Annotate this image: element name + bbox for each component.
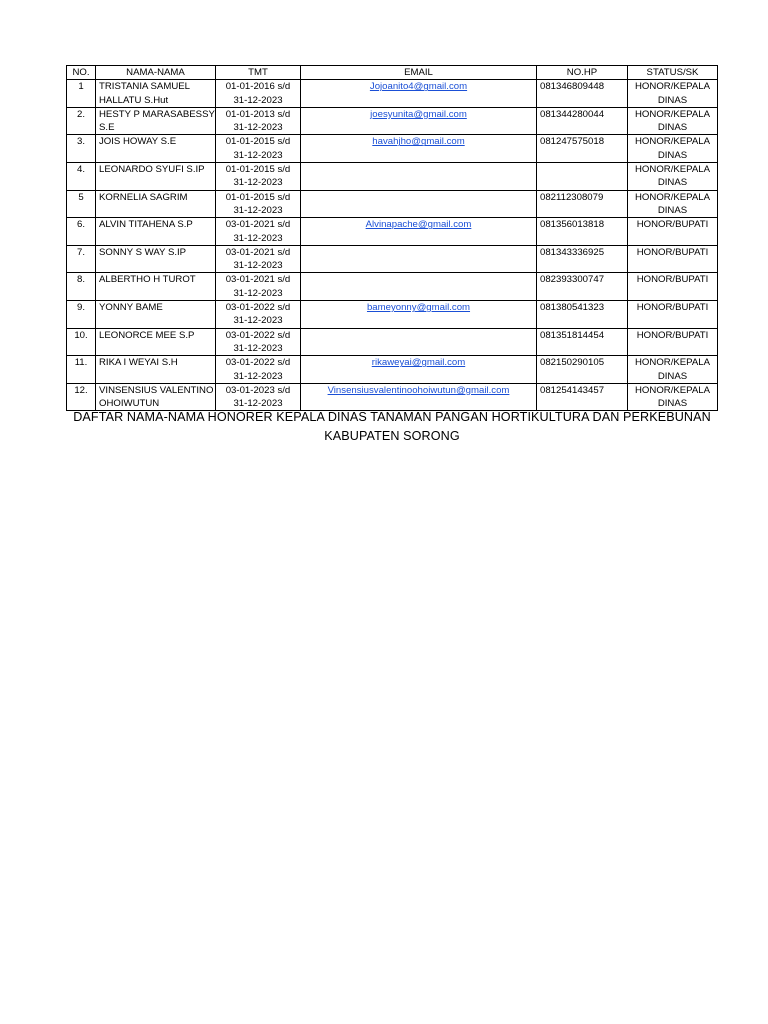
name-line-1: ALVIN TITAHENA S.P bbox=[99, 219, 193, 231]
status-line-1: HONOR/BUPATI bbox=[636, 274, 709, 286]
table-row bbox=[67, 80, 718, 108]
email-cell bbox=[301, 135, 537, 163]
table-row bbox=[67, 107, 718, 135]
row-number-cell bbox=[67, 190, 96, 218]
status-line-2: DINAS bbox=[657, 122, 688, 134]
table-row bbox=[67, 218, 718, 246]
row-number: 3. bbox=[76, 136, 85, 148]
name-line-2: OHOIWUTUN bbox=[99, 398, 160, 410]
header-no: NO. bbox=[67, 66, 96, 80]
phone-cell bbox=[537, 245, 628, 273]
email-cell bbox=[301, 80, 537, 108]
row-number-cell bbox=[67, 383, 96, 411]
name-line-1: KORNELIA SAGRIM bbox=[99, 191, 188, 203]
email-cell bbox=[301, 245, 537, 273]
phone-cell bbox=[537, 301, 628, 329]
tmt-cell bbox=[216, 190, 301, 218]
name-cell bbox=[96, 163, 216, 191]
tmt-end: 31-12-2023 bbox=[233, 122, 283, 134]
phone-number: 082150290105 bbox=[540, 357, 605, 369]
tmt-end: 31-12-2023 bbox=[233, 260, 283, 272]
status-cell bbox=[628, 301, 718, 329]
row-number: 12. bbox=[74, 384, 88, 396]
email-link[interactable]: joesyunita@gmail.com bbox=[370, 108, 467, 120]
phone-number: 081380541323 bbox=[540, 302, 605, 314]
name-line-2: HALLATU S.Hut bbox=[99, 94, 169, 106]
table-row bbox=[67, 163, 718, 191]
header-phone: NO.HP bbox=[537, 66, 628, 80]
tmt-start: 03-01-2022 s/d bbox=[225, 357, 291, 369]
row-number: 1 bbox=[78, 81, 84, 93]
name-line-2: S.E bbox=[99, 122, 115, 134]
status-line-1: HONOR/KEPALA bbox=[635, 384, 710, 396]
status-line-1: HONOR/KEPALA bbox=[635, 191, 710, 203]
row-number-cell bbox=[67, 135, 96, 163]
name-cell bbox=[96, 245, 216, 273]
name-line-1: SONNY S WAY S.IP bbox=[99, 246, 187, 258]
status-line-1: HONOR/KEPALA bbox=[635, 357, 710, 369]
status-cell bbox=[628, 356, 718, 384]
name-line-1: ALBERTHO H TUROT bbox=[99, 274, 196, 286]
honorer-table bbox=[66, 65, 718, 411]
name-line-1: JOIS HOWAY S.E bbox=[99, 136, 177, 148]
row-number: 8. bbox=[76, 274, 85, 286]
tmt-cell bbox=[216, 383, 301, 411]
name-cell bbox=[96, 328, 216, 356]
row-number-cell bbox=[67, 273, 96, 301]
phone-number: 082112308079 bbox=[540, 191, 604, 203]
email-cell bbox=[301, 273, 537, 301]
tmt-end: 31-12-2023 bbox=[233, 204, 283, 216]
tmt-cell bbox=[216, 356, 301, 384]
status-cell bbox=[628, 107, 718, 135]
name-line-1: LEONORCE MEE S.P bbox=[99, 329, 195, 341]
row-number: 9. bbox=[76, 302, 85, 314]
email-cell bbox=[301, 218, 537, 246]
tmt-end: 31-12-2023 bbox=[233, 94, 283, 106]
tmt-start: 03-01-2021 s/d bbox=[225, 219, 291, 231]
phone-number: 082393300747 bbox=[540, 274, 605, 286]
tmt-end: 31-12-2023 bbox=[233, 342, 283, 354]
email-cell bbox=[301, 163, 537, 191]
status-cell bbox=[628, 245, 718, 273]
tmt-end: 31-12-2023 bbox=[233, 315, 283, 327]
email-link[interactable]: rikaweyai@gmail.com bbox=[371, 357, 466, 369]
row-number: 6. bbox=[76, 219, 85, 231]
row-number-cell bbox=[67, 107, 96, 135]
header-email: EMAIL bbox=[301, 66, 537, 80]
status-line-1: HONOR/KEPALA bbox=[635, 164, 710, 176]
table-row bbox=[67, 301, 718, 329]
status-line-2: DINAS bbox=[657, 204, 688, 216]
name-cell bbox=[96, 383, 216, 411]
header-name: NAMA-NAMA bbox=[96, 66, 216, 80]
tmt-start: 03-01-2022 s/d bbox=[225, 329, 291, 341]
name-line-1: VINSENSIUS VALENTINO bbox=[99, 384, 214, 396]
tmt-start: 03-01-2023 s/d bbox=[225, 384, 291, 396]
table-body bbox=[67, 80, 718, 411]
row-number: 4. bbox=[76, 164, 85, 176]
tmt-end: 31-12-2023 bbox=[233, 398, 283, 410]
status-line-2: DINAS bbox=[657, 177, 688, 189]
email-cell bbox=[301, 301, 537, 329]
table-row bbox=[67, 190, 718, 218]
row-number-cell bbox=[67, 356, 96, 384]
tmt-start: 03-01-2021 s/d bbox=[225, 246, 291, 258]
tmt-end: 31-12-2023 bbox=[233, 177, 283, 189]
status-cell bbox=[628, 273, 718, 301]
phone-number: 081344280044 bbox=[540, 108, 605, 120]
tmt-end: 31-12-2023 bbox=[233, 232, 283, 244]
email-link[interactable]: Vinsensiusvalentinoohoiwutun@gmail.com bbox=[327, 384, 510, 396]
tmt-cell bbox=[216, 273, 301, 301]
name-line-1: YONNY BAME bbox=[99, 302, 163, 314]
status-line-1: HONOR/KEPALA bbox=[635, 136, 710, 148]
header-status: STATUS/SK bbox=[628, 66, 718, 80]
name-cell bbox=[96, 80, 216, 108]
status-line-2: DINAS bbox=[657, 94, 688, 106]
row-number-cell bbox=[67, 218, 96, 246]
phone-cell bbox=[537, 107, 628, 135]
phone-cell bbox=[537, 163, 628, 191]
row-number-cell bbox=[67, 301, 96, 329]
email-cell bbox=[301, 328, 537, 356]
caption-line-2: KABUPATEN SORONG bbox=[324, 429, 460, 443]
row-number-cell bbox=[67, 245, 96, 273]
table-header bbox=[67, 66, 718, 80]
row-number-cell bbox=[67, 328, 96, 356]
email-link[interactable]: havahjho@gmail.com bbox=[372, 136, 465, 148]
phone-cell bbox=[537, 273, 628, 301]
table-row bbox=[67, 328, 718, 356]
phone-number: 081343336925 bbox=[540, 246, 605, 258]
name-cell bbox=[96, 135, 216, 163]
header-row bbox=[67, 66, 718, 80]
tmt-start: 03-01-2022 s/d bbox=[225, 302, 291, 314]
email-cell bbox=[301, 107, 537, 135]
name-line-1: RIKA I WEYAI S.H bbox=[99, 357, 178, 369]
phone-cell bbox=[537, 218, 628, 246]
header-tmt: TMT bbox=[216, 66, 301, 80]
phone-number: 081254143457 bbox=[540, 384, 605, 396]
name-cell bbox=[96, 190, 216, 218]
email-link[interactable]: Alvinapache@gmail.com bbox=[365, 219, 472, 231]
status-cell bbox=[628, 163, 718, 191]
email-link[interactable]: bameyonny@gmail.com bbox=[366, 302, 471, 314]
phone-cell bbox=[537, 80, 628, 108]
name-cell bbox=[96, 356, 216, 384]
row-number: 2. bbox=[76, 108, 85, 120]
status-cell bbox=[628, 383, 718, 411]
phone-number: 081346809448 bbox=[540, 81, 605, 93]
tmt-start: 01-01-2016 s/d bbox=[225, 81, 291, 93]
document-caption bbox=[40, 408, 744, 446]
tmt-start: 01-01-2015 s/d bbox=[225, 164, 291, 176]
phone-cell bbox=[537, 135, 628, 163]
table-row bbox=[67, 245, 718, 273]
email-cell bbox=[301, 190, 537, 218]
phone-number: 081351814454 bbox=[540, 329, 605, 341]
tmt-cell bbox=[216, 301, 301, 329]
name-cell bbox=[96, 273, 216, 301]
name-line-1: TRISTANIA SAMUEL bbox=[99, 81, 190, 93]
status-line-1: HONOR/KEPALA bbox=[635, 108, 710, 120]
name-cell bbox=[96, 107, 216, 135]
tmt-end: 31-12-2023 bbox=[233, 149, 283, 161]
tmt-cell bbox=[216, 328, 301, 356]
status-cell bbox=[628, 328, 718, 356]
row-number-cell bbox=[67, 163, 96, 191]
tmt-end: 31-12-2023 bbox=[233, 287, 283, 299]
tmt-start: 01-01-2015 s/d bbox=[225, 136, 291, 148]
tmt-cell bbox=[216, 163, 301, 191]
status-cell bbox=[628, 80, 718, 108]
tmt-cell bbox=[216, 107, 301, 135]
tmt-start: 01-01-2015 s/d bbox=[225, 191, 291, 203]
phone-number: 081247575018 bbox=[540, 136, 605, 148]
phone-cell bbox=[537, 328, 628, 356]
name-cell bbox=[96, 301, 216, 329]
status-cell bbox=[628, 190, 718, 218]
table-row bbox=[67, 273, 718, 301]
tmt-cell bbox=[216, 80, 301, 108]
tmt-cell bbox=[216, 135, 301, 163]
status-line-2: DINAS bbox=[657, 149, 688, 161]
name-line-1: HESTY P MARASABESSY bbox=[99, 108, 215, 120]
row-number: 11. bbox=[74, 357, 88, 369]
table-row bbox=[67, 356, 718, 384]
status-line-1: HONOR/BUPATI bbox=[636, 329, 709, 341]
tmt-cell bbox=[216, 245, 301, 273]
row-number: 5 bbox=[78, 191, 84, 203]
status-cell bbox=[628, 218, 718, 246]
caption-line-1: DAFTAR NAMA-NAMA HONORER KEPALA DINAS TANAMAN PANGAN HORTIKULTURA DAN PERKEBUNAN bbox=[73, 410, 711, 424]
phone-cell bbox=[537, 383, 628, 411]
name-line-1: LEONARDO SYUFI S.IP bbox=[99, 164, 205, 176]
status-line-1: HONOR/KEPALA bbox=[635, 81, 710, 93]
phone-number: 081356013818 bbox=[540, 219, 605, 231]
tmt-cell bbox=[216, 218, 301, 246]
tmt-end: 31-12-2023 bbox=[233, 370, 283, 382]
row-number: 7. bbox=[76, 246, 85, 258]
name-cell bbox=[96, 218, 216, 246]
table-row bbox=[67, 383, 718, 411]
row-number-cell bbox=[67, 80, 96, 108]
status-cell bbox=[628, 135, 718, 163]
email-cell bbox=[301, 383, 537, 411]
phone-cell bbox=[537, 356, 628, 384]
status-line-2: DINAS bbox=[657, 370, 688, 382]
table-row bbox=[67, 135, 718, 163]
row-number: 10. bbox=[74, 329, 88, 341]
status-line-1: HONOR/BUPATI bbox=[636, 246, 709, 258]
status-line-1: HONOR/BUPATI bbox=[636, 219, 709, 231]
status-line-1: HONOR/BUPATI bbox=[636, 302, 709, 314]
status-line-2: DINAS bbox=[657, 398, 688, 410]
email-cell bbox=[301, 356, 537, 384]
tmt-start: 03-01-2021 s/d bbox=[225, 274, 291, 286]
phone-cell bbox=[537, 190, 628, 218]
tmt-start: 01-01-2013 s/d bbox=[225, 108, 291, 120]
email-link[interactable]: Jojoanito4@gmail.com bbox=[369, 81, 468, 93]
